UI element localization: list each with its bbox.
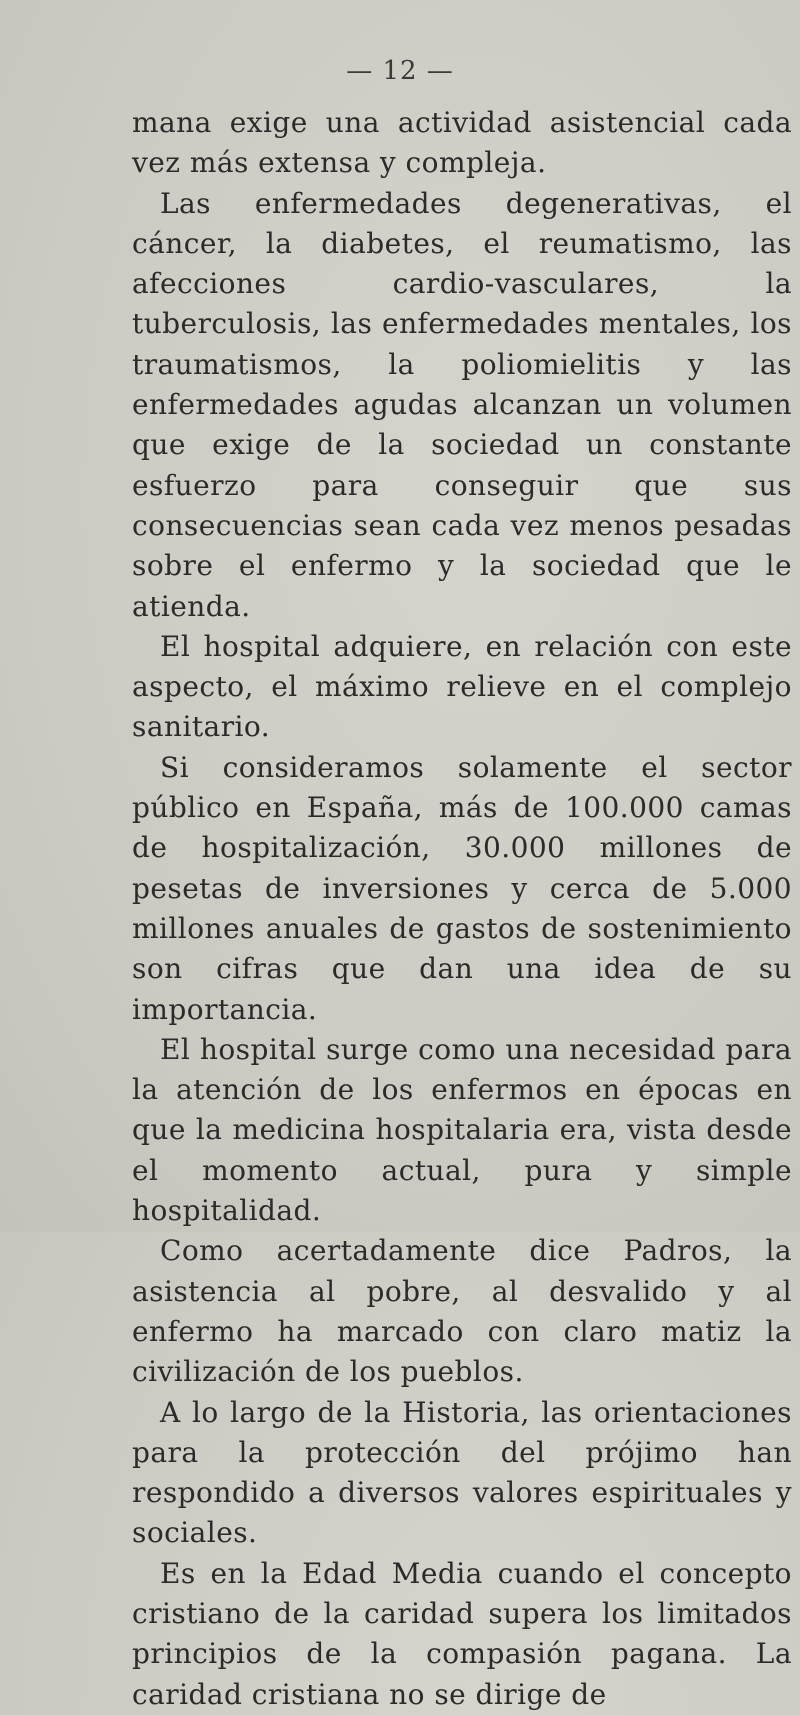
paragraph: Como acertadamente dice Padros, la asistencia al pobre, al desvalido y al enfermo ha marcado con claro matiz la civilización de los pueblos. <box>132 1234 792 1389</box>
paragraph: Si consideramos solamente el sector público en España, más de 100.000 camas de hospitalización, 30.000 millones de pesetas de inversiones y cerca de 5.000 millones anuales de gastos de sostenimiento son cifras que dan una idea de su importancia. <box>132 750 792 1026</box>
paragraph: El hospital surge como una necesidad para la atención de los enfermos en épocas en que la medicina hospitalaria era, vista desde el momento actual, pura y simple hospitalidad. <box>132 1032 792 1228</box>
paragraph: mana exige una actividad asistencial cada vez más extensa y compleja. <box>132 106 792 180</box>
page-number: — 12 — <box>346 56 454 86</box>
body-text <box>132 103 792 1715</box>
paragraph: El hospital adquiere, en relación con este aspecto, el máximo relieve en el complejo sanitario. <box>132 629 792 744</box>
paragraph: Las enfermedades degenerativas, el cáncer, la diabetes, el reumatismo, las afecciones cardio-vasculares, la tuberculosis, las enfermedades mentales, los traumatismos, la poliomielitis y las enfermedades agudas alcanzan un volumen que exige de la sociedad un constante esfuerzo para conseguir que sus consecuencias sean cada vez menos pesadas sobre el enfermo y la sociedad que le atienda. <box>132 186 792 623</box>
paragraph: A lo largo de la Historia, las orientaciones para la protección del prójimo han respondido a diversos valores espirituales y sociales. <box>132 1395 792 1550</box>
paragraph: Es en la Edad Media cuando el concepto cristiano de la caridad supera los limitados principios de la compasión pagana. La caridad cristiana no se dirige de <box>132 1556 792 1711</box>
